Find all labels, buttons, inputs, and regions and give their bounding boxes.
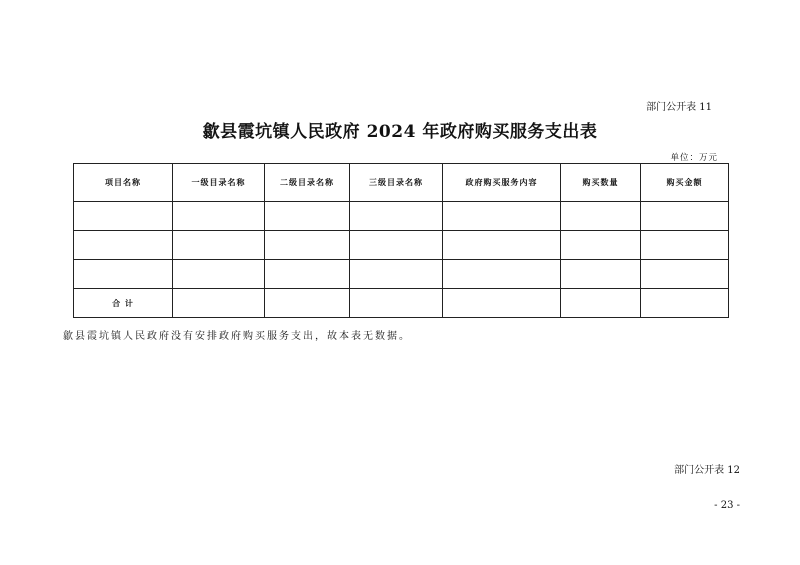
table-note: 歙县霞坑镇人民政府没有安排政府购买服务支出，故本表无数据。 bbox=[63, 331, 411, 342]
table-cell bbox=[173, 260, 265, 289]
table-cell bbox=[350, 202, 443, 231]
table-row bbox=[74, 260, 729, 289]
table-row bbox=[74, 231, 729, 260]
table-cell bbox=[641, 260, 729, 289]
table-cell bbox=[173, 202, 265, 231]
column-header: 购买数量 bbox=[561, 164, 641, 202]
table-cell bbox=[561, 202, 641, 231]
table-cell bbox=[265, 260, 350, 289]
column-header: 项目名称 bbox=[74, 164, 173, 202]
table-cell bbox=[561, 260, 641, 289]
next-table-label: 部门公开表 12 bbox=[674, 465, 740, 476]
table-cell bbox=[443, 289, 561, 318]
table-cell bbox=[641, 289, 729, 318]
table-cell bbox=[641, 202, 729, 231]
table-cell bbox=[350, 231, 443, 260]
column-header: 一级目录名称 bbox=[173, 164, 265, 202]
table-cell bbox=[74, 231, 173, 260]
document-title: 歙县霞坑镇人民政府 2024 年政府购买服务支出表 bbox=[202, 122, 598, 142]
table-cell bbox=[350, 260, 443, 289]
table-cell bbox=[443, 260, 561, 289]
table-cell bbox=[265, 202, 350, 231]
table-cell bbox=[265, 231, 350, 260]
total-row bbox=[74, 289, 729, 318]
table-cell bbox=[265, 289, 350, 318]
expenditure-table bbox=[73, 163, 729, 318]
column-header: 三级目录名称 bbox=[350, 164, 443, 202]
table-row bbox=[74, 202, 729, 231]
table-cell bbox=[173, 231, 265, 260]
table-cell bbox=[641, 231, 729, 260]
table-header-row bbox=[74, 164, 729, 202]
table-cell bbox=[561, 231, 641, 260]
column-header: 政府购买服务内容 bbox=[443, 164, 561, 202]
table-cell bbox=[443, 231, 561, 260]
table-cell bbox=[74, 260, 173, 289]
total-label: 合 计 bbox=[74, 289, 173, 318]
table-cell bbox=[561, 289, 641, 318]
unit-label: 单位：万元 bbox=[670, 153, 718, 163]
table-label: 部门公开表 11 bbox=[646, 102, 712, 113]
table-cell bbox=[443, 202, 561, 231]
table-cell bbox=[350, 289, 443, 318]
column-header: 购买金额 bbox=[641, 164, 729, 202]
table-cell bbox=[173, 289, 265, 318]
table-cell bbox=[74, 202, 173, 231]
column-header: 二级目录名称 bbox=[265, 164, 350, 202]
page-number: - 23 - bbox=[714, 500, 740, 511]
